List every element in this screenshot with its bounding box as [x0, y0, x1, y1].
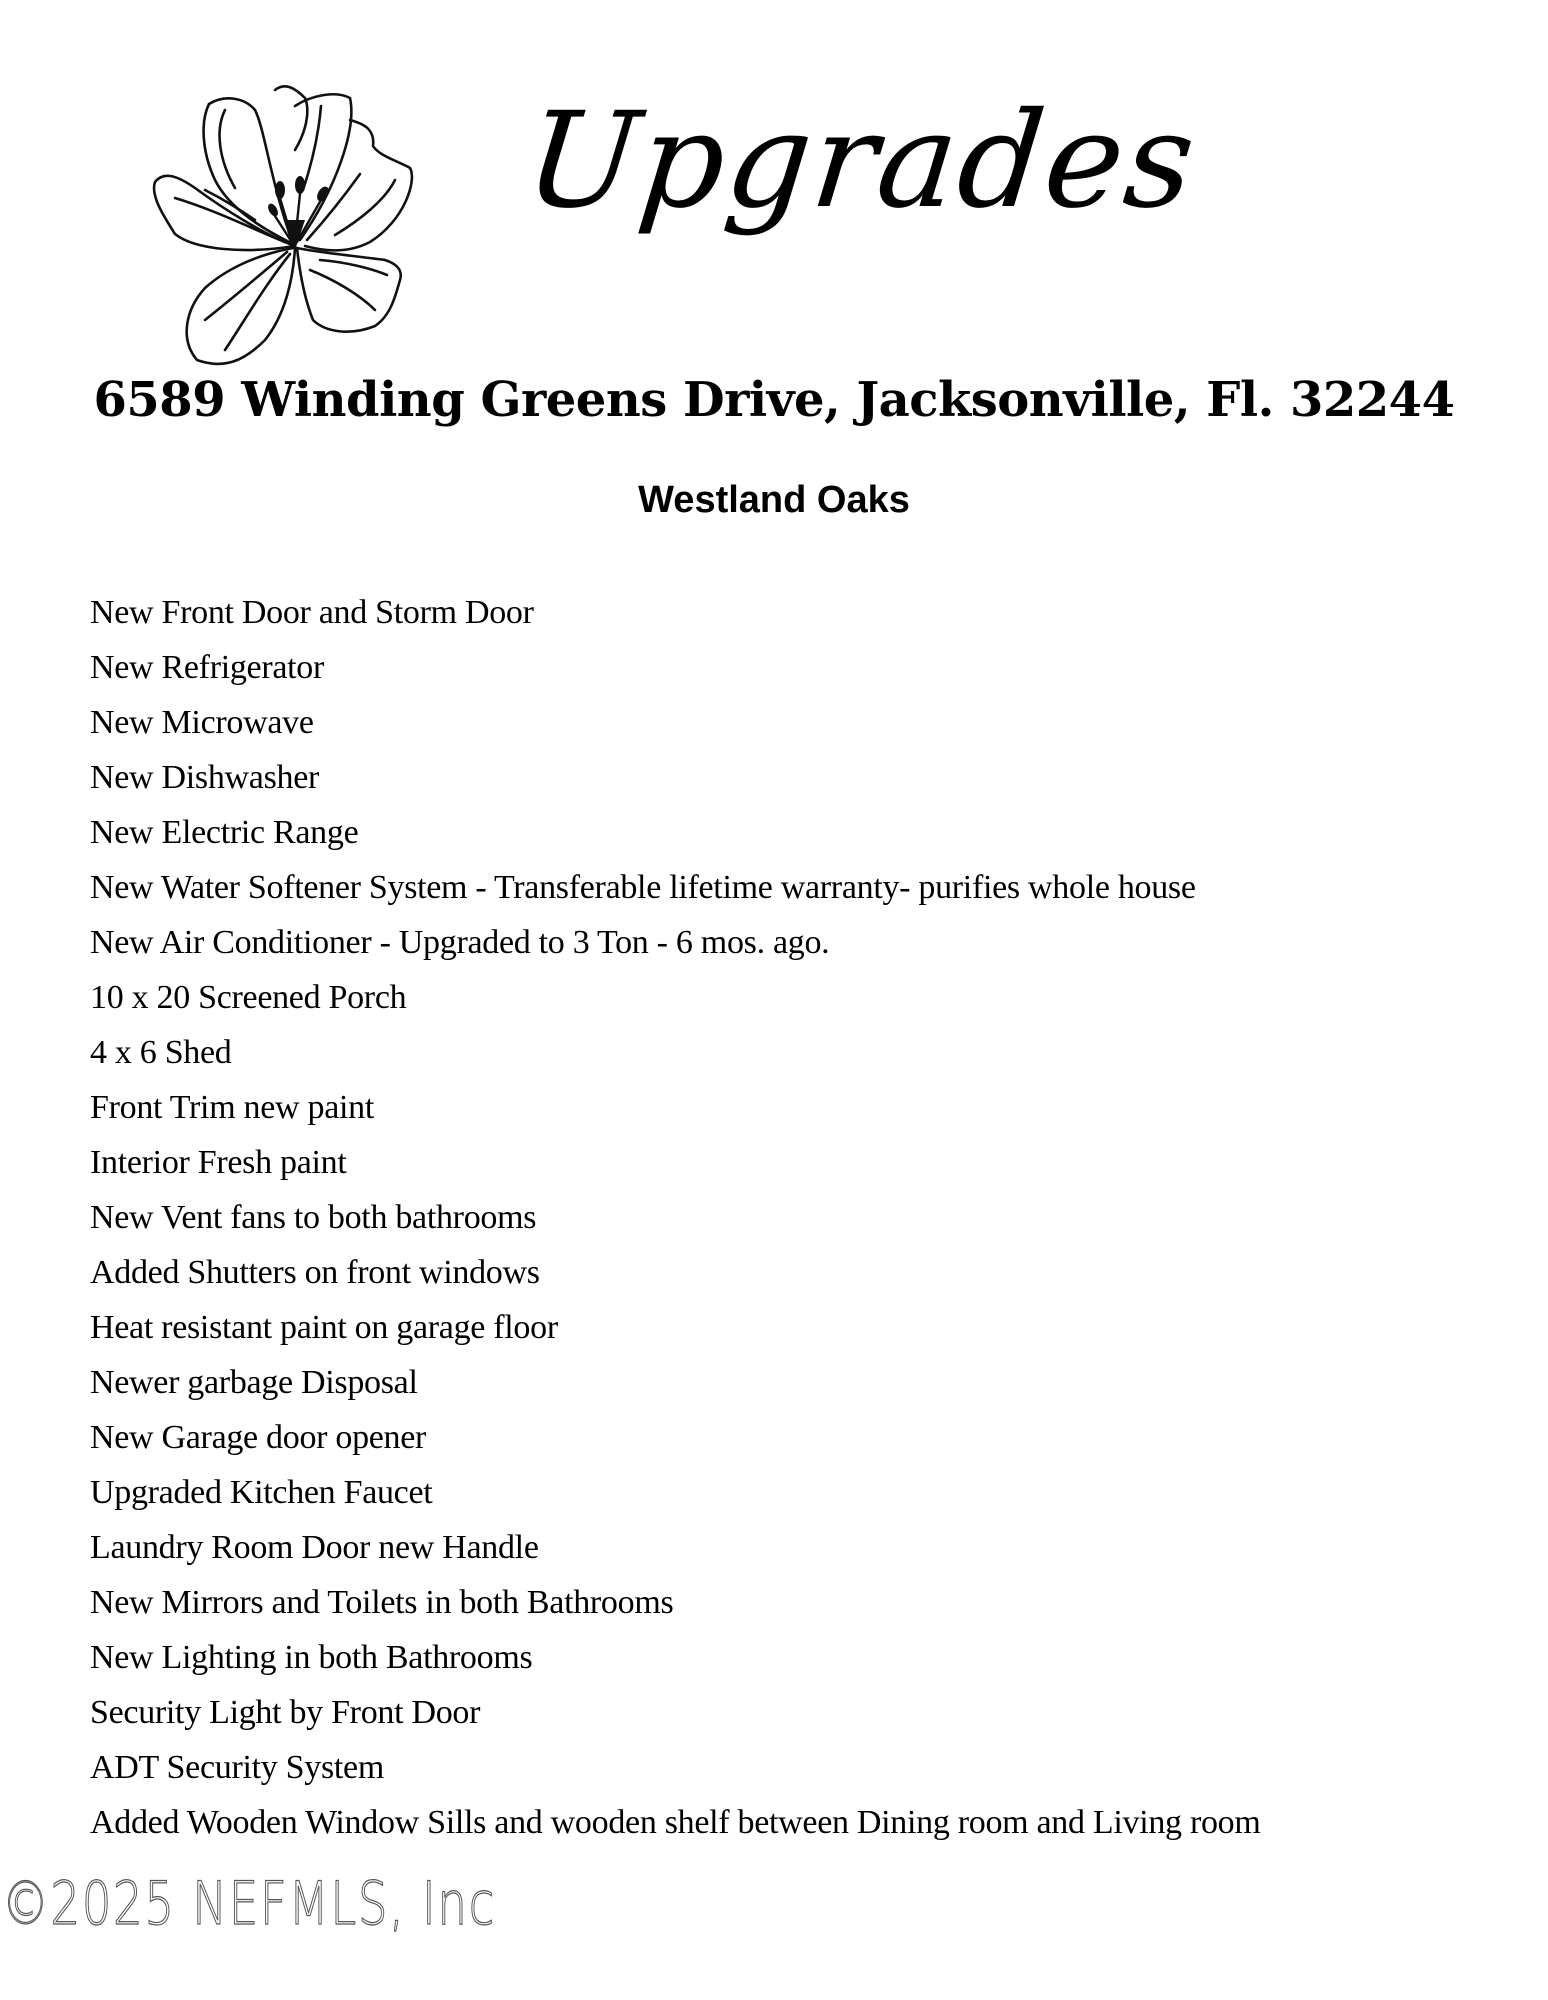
list-item: Laundry Room Door new Handle [90, 1529, 539, 1566]
list-item: New Refrigerator [90, 649, 325, 686]
flower-illustration-icon [135, 70, 435, 370]
list-item: Heat resistant paint on garage floor [90, 1309, 558, 1346]
list-item: 4 x 6 Shed [90, 1034, 232, 1071]
list-item: Security Light by Front Door [90, 1694, 481, 1731]
list-item: New Electric Range [90, 814, 359, 851]
page-title: Upgrades [518, 84, 1204, 238]
list-item: New Water Softener System - Transferable lifetime warranty- purifies whole house [90, 869, 1196, 906]
list-item: Upgraded Kitchen Faucet [90, 1474, 433, 1511]
list-item: ADT Security System [90, 1749, 384, 1786]
list-item: New Mirrors and Toilets in both Bathrooms [90, 1584, 674, 1621]
subdivision-name: Westland Oaks [638, 479, 910, 521]
list-item: New Lighting in both Bathrooms [90, 1639, 533, 1676]
list-item: Added Wooden Window Sills and wooden shelf between Dining room and Living room [90, 1804, 1261, 1841]
list-item: New Air Conditioner - Upgraded to 3 Ton - 6 mos. ago. [90, 924, 830, 961]
list-item: New Microwave [90, 704, 314, 741]
list-item: New Vent fans to both bathrooms [90, 1199, 537, 1236]
list-item: Front Trim new paint [90, 1089, 374, 1126]
list-item: 10 x 20 Screened Porch [90, 979, 407, 1016]
list-item: Added Shutters on front windows [90, 1254, 540, 1291]
list-item: New Front Door and Storm Door [90, 594, 534, 631]
list-item: New Garage door opener [90, 1419, 427, 1456]
upgrades-list [90, 590, 1261, 1855]
copyright-watermark: ©2025 NEFMLS, Inc [2, 1869, 496, 1939]
list-item: Interior Fresh paint [90, 1144, 347, 1181]
list-item: New Dishwasher [90, 759, 320, 796]
property-address: 6589 Winding Greens Drive, Jacksonville, Fl. 32244 [93, 372, 1455, 428]
list-item: Newer garbage Disposal [90, 1364, 418, 1401]
